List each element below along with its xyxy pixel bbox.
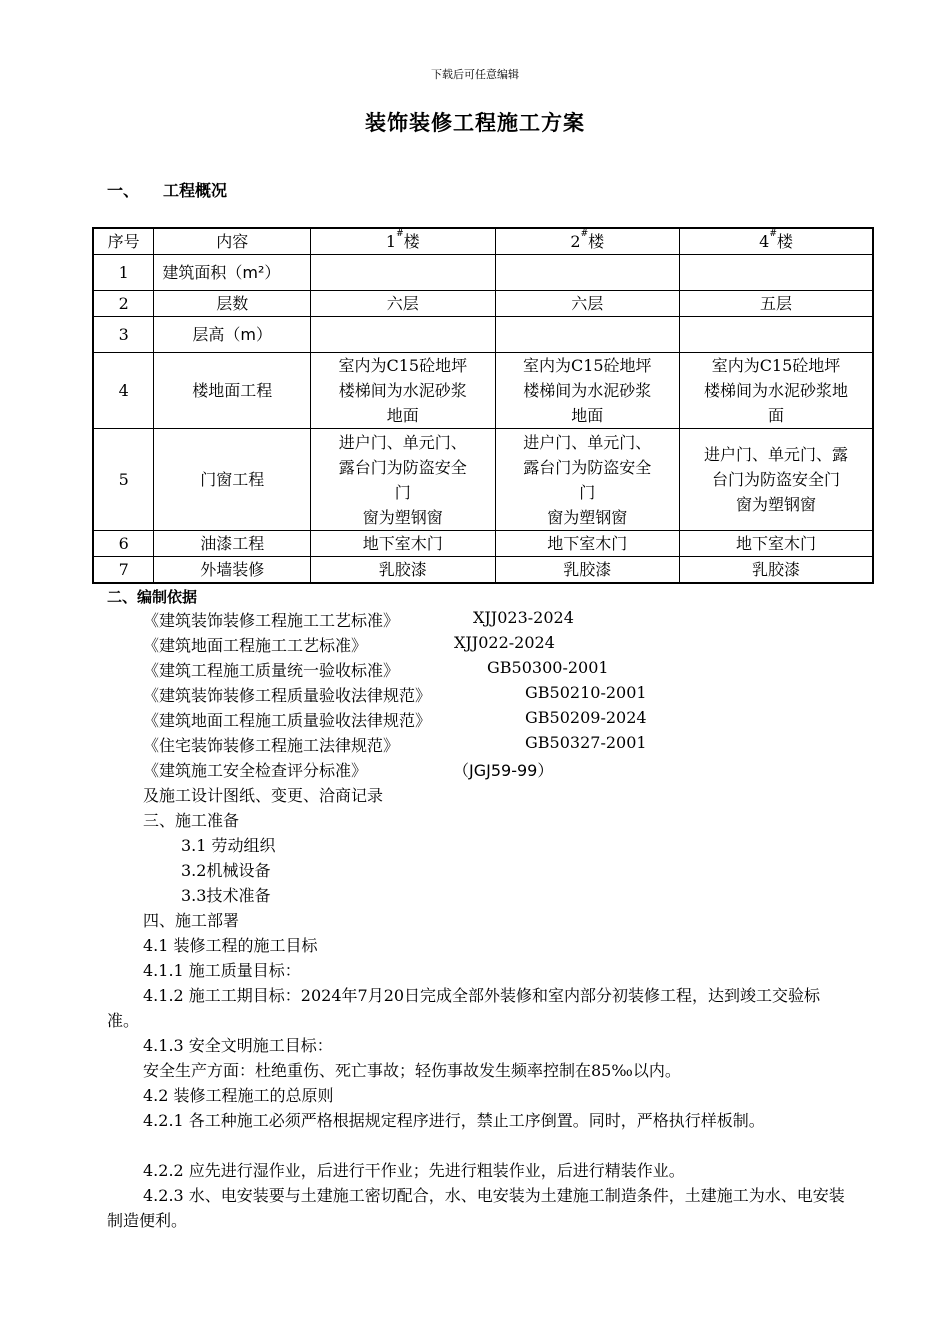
header-building-2-lou: 楼 xyxy=(588,232,605,251)
header-building-2-num: 2 xyxy=(570,232,581,251)
table-row xyxy=(93,531,873,557)
header-building-4-lou: 楼 xyxy=(776,232,793,251)
row-7-content: 外墙装修 xyxy=(154,557,311,584)
table-row xyxy=(93,317,873,353)
cell-line: 窗为塑钢窗 xyxy=(735,495,816,514)
table-header-row xyxy=(93,228,873,255)
text-line: 4.2 装修工程施工的总原则 xyxy=(143,1086,334,1105)
cell-line: 地面 xyxy=(386,406,419,425)
reference-code: GB50209-2024 xyxy=(525,708,647,727)
text-line: 四、施工部署 xyxy=(143,911,240,930)
row-5-b4 xyxy=(680,429,874,531)
cell-line: 面 xyxy=(767,406,784,425)
row-5-b1 xyxy=(311,429,495,531)
reference-code: GB50327-2001 xyxy=(525,733,647,752)
cell-line: 露台门为防盗安全 xyxy=(523,457,652,477)
header-building-2 xyxy=(495,228,679,255)
row-1-b2 xyxy=(495,255,679,291)
row-1-b1 xyxy=(311,255,495,291)
header-building-1 xyxy=(311,228,495,255)
table-row xyxy=(93,353,873,429)
row-7-seq: 7 xyxy=(93,557,154,584)
row-3-b1 xyxy=(311,317,495,353)
row-6-b2: 地下室木门 xyxy=(495,531,679,557)
row-6-seq: 6 xyxy=(93,531,154,557)
header-building-1-lou: 楼 xyxy=(403,232,420,251)
row-7-b1: 乳胶漆 xyxy=(311,557,495,584)
section-1-number: 一、 xyxy=(107,181,140,200)
cell-line: 楼梯间为水泥砂浆地 xyxy=(703,381,848,400)
reference-name: 《建筑装饰装修工程质量验收法律规范》 xyxy=(143,686,432,705)
reference-name: 《建筑工程施工质量统一验收标准》 xyxy=(143,661,400,680)
row-2-b2: 六层 xyxy=(495,291,679,317)
text-line: 3.2机械设备 xyxy=(181,861,271,880)
reference-code: XJJ023-2024 xyxy=(473,608,574,627)
row-2-b1: 六层 xyxy=(311,291,495,317)
row-3-seq: 3 xyxy=(93,317,154,353)
cell-line: 门 xyxy=(579,482,596,502)
row-3-b2 xyxy=(495,317,679,353)
row-1-seq: 1 xyxy=(93,255,154,291)
header-building-4 xyxy=(680,228,874,255)
row-1-b4 xyxy=(680,255,874,291)
paragraph: 4.2.1 各工种施工必须严格根据规定程序进行，禁止工序倒置。同时，严格执行样板制。 xyxy=(143,1111,765,1130)
row-6-b4: 地下室木门 xyxy=(680,531,874,557)
row-4-b1 xyxy=(311,353,495,429)
text-line: 安全生产方面：杜绝重伤、死亡事故；轻伤事故发生频率控制在85‰以内。 xyxy=(143,1061,681,1080)
cell-line: 室内为C15砼地坪 xyxy=(522,356,652,375)
row-2-b4: 五层 xyxy=(680,291,874,317)
row-4-content: 楼地面工程 xyxy=(154,353,311,429)
table-row xyxy=(93,429,873,531)
section-1-heading xyxy=(107,178,227,201)
row-4-seq: 4 xyxy=(93,353,154,429)
header-building-4-sup: # xyxy=(769,229,777,239)
text-line: 3.1 劳动组织 xyxy=(181,836,276,855)
header-seq: 序号 xyxy=(93,228,154,255)
cell-line: 地面 xyxy=(571,406,604,425)
row-2-content: 层数 xyxy=(154,291,311,317)
cell-line: 室内为C15砼地坪 xyxy=(711,356,841,375)
reference-code: （JGJ59-99） xyxy=(453,761,554,780)
text-line: 4.1.3 安全文明施工目标： xyxy=(143,1036,333,1055)
text-line: 4.1.1 施工质量目标： xyxy=(143,961,301,980)
text-line: 3.3技术准备 xyxy=(181,886,271,905)
row-7-b2: 乳胶漆 xyxy=(495,557,679,584)
reference-item xyxy=(143,633,555,656)
reference-code: XJJ022-2024 xyxy=(454,633,555,652)
row-6-content: 油漆工程 xyxy=(154,531,311,557)
text-line: 4.2.2 应先进行湿作业，后进行干作业；先进行粗装作业，后进行精装作业。 xyxy=(143,1161,685,1180)
header-building-1-sup: # xyxy=(396,229,404,239)
row-6-b1: 地下室木门 xyxy=(311,531,495,557)
text-line: 4.1 装修工程的施工目标 xyxy=(143,936,318,955)
cell-line: 台门为防盗安全门 xyxy=(711,470,840,489)
cell-line: 楼梯间为水泥砂浆 xyxy=(523,381,652,400)
row-5-b2 xyxy=(495,429,679,531)
reference-name: 《建筑施工安全检查评分标准》 xyxy=(143,761,368,780)
row-3-b4 xyxy=(680,317,874,353)
cell-line: 进户门、单元门、 xyxy=(338,432,467,452)
paragraph: 4.2.3 水、电安装要与土建施工密切配合，水、电安装为土建施工制造条件，土建施工为水、电安装制造便利。 xyxy=(107,1186,845,1230)
reference-item xyxy=(143,658,609,681)
header-building-2-sup: # xyxy=(580,229,589,239)
reference-item xyxy=(143,708,647,731)
header-content: 内容 xyxy=(154,228,311,255)
reference-item xyxy=(143,683,647,706)
header-building-1-num: 1 xyxy=(385,232,397,251)
reference-name: 《住宅装饰装修工程施工法律规范》 xyxy=(143,736,400,755)
text-line: 及施工设计图纸、变更、洽商记录 xyxy=(143,786,384,805)
document-title: 装饰装修工程施工方案 xyxy=(365,110,585,135)
cell-line: 露台门为防盗安全 xyxy=(338,457,467,477)
paragraph: 4.1.2 施工工期目标：2024年7月20日完成全部外装修和室内部分初装修工程，达到竣工交验标准。 xyxy=(107,986,821,1030)
row-5-seq: 5 xyxy=(93,429,154,531)
cell-line: 进户门、单元门、 xyxy=(523,432,652,452)
row-3-content: 层高（m） xyxy=(154,317,311,353)
row-4-b2 xyxy=(495,353,679,429)
cell-line: 进户门、单元门、露 xyxy=(703,445,848,464)
cell-line: 室内为C15砼地坪 xyxy=(338,356,468,375)
reference-name: 《建筑地面工程施工工艺标准》 xyxy=(143,636,368,655)
reference-code: GB50300-2001 xyxy=(487,658,609,677)
cell-line: 楼梯间为水泥砂浆 xyxy=(338,381,467,400)
section-2-heading: 二、编制依据 xyxy=(107,588,198,606)
row-4-b4 xyxy=(680,353,874,429)
header-building-4-num: 4 xyxy=(759,232,770,251)
reference-name: 《建筑装饰装修工程施工工艺标准》 xyxy=(143,611,400,630)
row-1-content: 建筑面积（m²） xyxy=(154,255,311,291)
text-line: 三、施工准备 xyxy=(143,811,240,830)
row-5-content: 门窗工程 xyxy=(154,429,311,531)
reference-name: 《建筑地面工程施工质量验收法律规范》 xyxy=(143,711,432,730)
reference-item xyxy=(143,733,647,756)
row-7-b4: 乳胶漆 xyxy=(680,557,874,584)
table-row xyxy=(93,291,873,317)
table-row xyxy=(93,557,873,584)
cell-line: 窗为塑钢窗 xyxy=(362,507,443,527)
cell-line: 门 xyxy=(394,482,411,502)
table-row xyxy=(93,255,873,291)
cell-line: 窗为塑钢窗 xyxy=(547,507,628,527)
reference-code: GB50210-2001 xyxy=(525,683,647,702)
header-note: 下载后可任意编辑 xyxy=(431,68,519,81)
reference-item xyxy=(143,608,574,631)
section-1-title: 工程概况 xyxy=(163,181,228,200)
row-2-seq: 2 xyxy=(93,291,154,317)
project-overview-table xyxy=(92,227,874,584)
reference-item xyxy=(143,758,554,781)
